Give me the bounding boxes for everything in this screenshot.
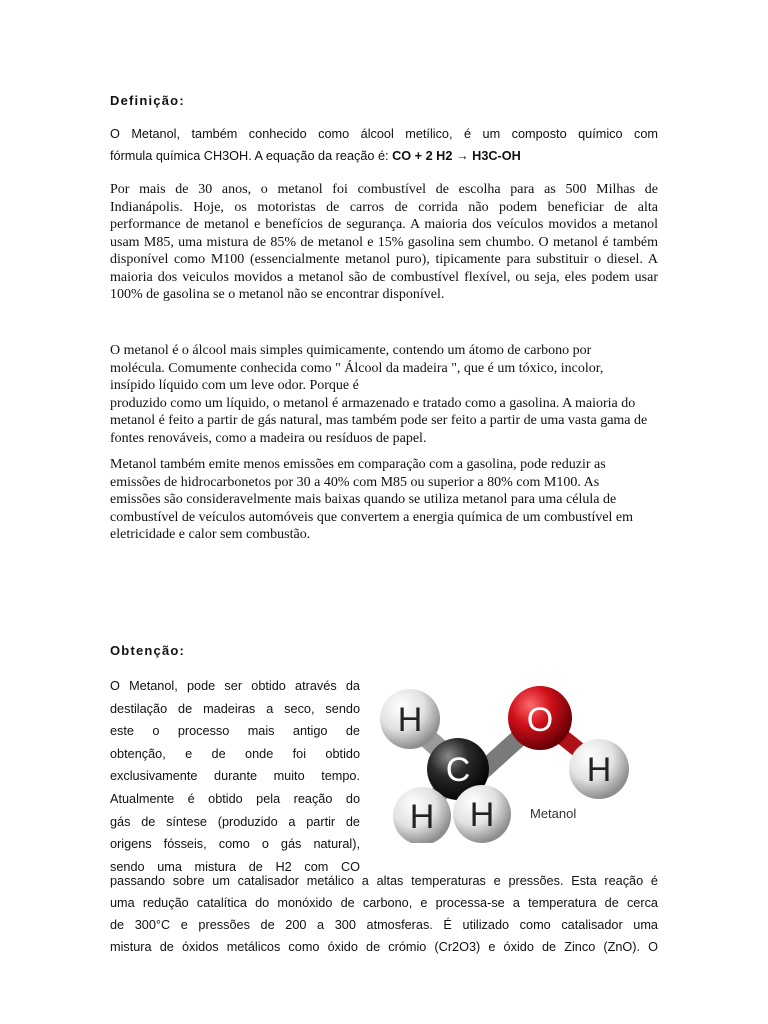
atom-label: H	[469, 796, 495, 834]
intro-line-1: O Metanol, também conhecido como álcool metílico, é um composto químico com	[110, 127, 658, 141]
p2-line: metanol é feito a partir de gás natural, mas também pode ser feito a partir de uma vasta gama de	[110, 413, 648, 428]
atom-h-top	[380, 689, 440, 749]
p1-line: usam M85, uma mistura de 85% de metanol e 15% gasolina sem chumbo. O metanol é também	[110, 234, 658, 250]
p3-line: eletricidade e calor sem combustão.	[110, 527, 311, 542]
atom-label: H	[409, 798, 435, 836]
obt-line: O Metanol, pode ser obtido através da	[110, 679, 360, 693]
obt-full-line: mistura de óxidos metálicos como óxido de crómio (Cr2O3) e óxido de Zinco (ZnO). O	[110, 940, 658, 954]
p3-line: emissões são consideravelmente mais baixas quando se utiliza metanol para uma célula de	[110, 492, 617, 507]
intro-line-2	[110, 145, 658, 167]
atom-label: O	[526, 701, 554, 739]
p1-line: maioria dos veiculos movidos a metanol são de combustível flexível, ou seja, eles podem usar	[110, 269, 658, 285]
obt-line: Atualmente é obtido pela reação do	[110, 791, 360, 806]
atom-oxygen	[508, 686, 572, 750]
p1-line: 100% de gasolina se o metanol não se encontrar disponível.	[110, 287, 445, 302]
atom-h-bottom	[453, 785, 511, 843]
obt-line: gás de síntese (produzido a partir de	[110, 814, 360, 829]
atom-label: H	[586, 751, 612, 789]
atom-label: C	[445, 751, 471, 789]
intro-line-2-text: fórmula química CH3OH. A equação da reação é:	[110, 149, 393, 163]
atom-label: H	[397, 701, 423, 739]
p1-line: performance de metanol e benefícios de segurança. A maioria dos veículos movidos a metanol	[110, 217, 658, 232]
obtencao-column-text	[110, 675, 360, 878]
obt-line: origens fósseis, como o gás natural),	[110, 837, 360, 852]
p1-line: Por mais de 30 anos, o metanol foi combustível de escolha para as 500 Milhas de	[110, 182, 658, 197]
obt-full-line: de 300°C e pressões de 200 a 300 atmosferas. É utilizado como catalisador uma	[110, 918, 658, 932]
paragraph-history	[110, 181, 658, 304]
obt-full-line: uma redução catalítica do monóxido de carbono, e processa-se a temperatura de cerca	[110, 896, 658, 910]
p3-line: emissões de hidrocarbonetos por 30 a 40% com M85 ou superior a 80% com M100. As	[110, 474, 600, 490]
p2-line: fontes renováveis, como a madeira ou resíduos de papel.	[110, 430, 427, 446]
p2-line: insípido líquido com um leve odor. Porque é	[110, 378, 359, 393]
equation-reactants: CO + 2 H2	[392, 149, 453, 163]
atom-h-left	[393, 787, 451, 843]
obt-line: obtenção, e de onde foi obtido	[110, 746, 360, 761]
paragraph-emissions	[110, 456, 658, 544]
p1-line: disponível como M100 (essencialmente metanol puro), tipicamente para substituir o diesel. A	[110, 252, 658, 267]
obt-line: exclusivamente durante muito tempo.	[110, 769, 360, 784]
obt-line: sendo uma mistura de H2 com CO	[110, 859, 360, 874]
p1-line: Indianápolis. Hoje, os motoristas de carros de corrida não podem beneficiar de alta	[110, 199, 658, 215]
p3-line: Metanol também emite menos emissões em comparação com a gasolina, pode reduzir as	[110, 457, 606, 472]
p2-line: produzido como um líquido, o metanol é armazenado e tratado como a gasolina. A maioria do	[110, 395, 636, 411]
p3-line: combustível de veículos automóveis que convertem a energia química de um combustível em	[110, 509, 634, 525]
p2-line: molécula. Comumente conhecida como " Álcool da madeira ", que é um tóxico, incolor,	[110, 360, 604, 376]
equation-product: H3C-OH	[472, 149, 521, 163]
obt-full-line: passando sobre um catalisador metálico a altas temperaturas e pressões. Esta reação é	[110, 874, 658, 888]
section-heading-definicao: Definição:	[110, 93, 185, 108]
reaction-arrow-icon: →	[455, 149, 469, 163]
obt-line: este o processo mais antigo de	[110, 724, 360, 739]
definition-intro	[110, 123, 658, 167]
atom-h-right	[569, 739, 629, 799]
methanol-molecule-image	[380, 683, 650, 843]
obtencao-full-text	[110, 870, 658, 958]
molecule-label: Metanol	[530, 806, 577, 821]
p2-line: O metanol é o álcool mais simples quimicamente, contendo um átomo de carbono por	[110, 343, 592, 358]
section-heading-obtencao: Obtenção:	[110, 643, 186, 658]
obt-line: destilação de madeiras a seco, sendo	[110, 701, 360, 716]
paragraph-properties	[110, 342, 658, 447]
